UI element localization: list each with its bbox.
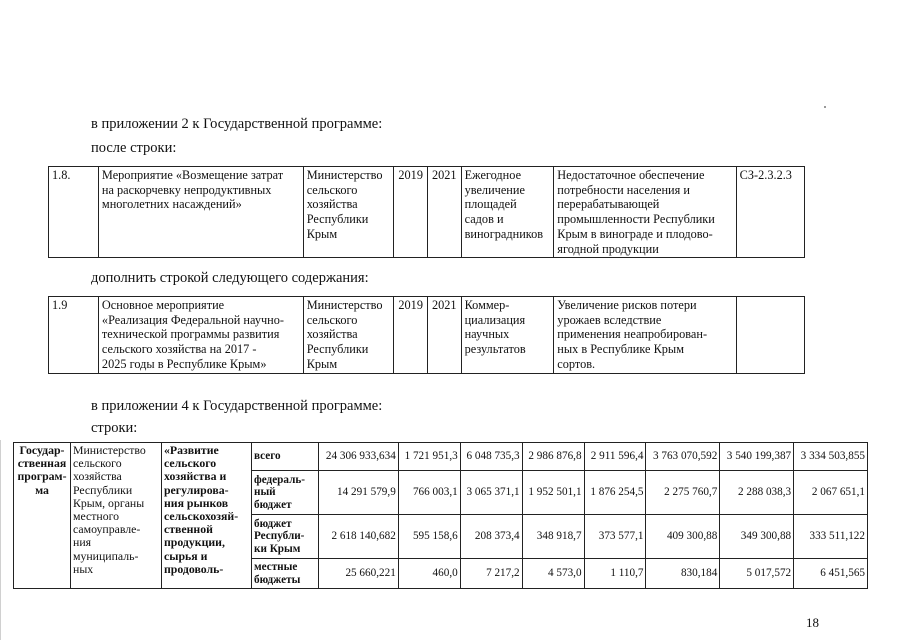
row-label: бюджет Республи- ки Крым (252, 515, 319, 559)
cell-program-status: Государ- ственная програм- ма (14, 443, 71, 589)
value-cell: 409 300,88 (646, 515, 720, 559)
cell-num: 1.8. (49, 167, 99, 258)
intro-appendix-4: в приложении 4 к Государственной программе: (91, 398, 383, 414)
value-cell: 830,184 (646, 559, 720, 589)
cell-event: Основное мероприятие «Реализация Федеральной научно- технической программы развития сельского хозяйства на 2017 - 2025 годы в Республике Крым» (98, 297, 303, 374)
cell-executor: Министерство сельского хозяйства Республики Крым, органы местного самоуправле- ния муниципаль- ных (71, 443, 162, 589)
value-cell: 1 952 501,1 (522, 471, 584, 515)
value-cell: 2 067 651,1 (794, 471, 868, 515)
value-cell: 349 300,88 (720, 515, 794, 559)
cell-year-end: 2021 (427, 297, 461, 374)
row-label: федераль- ный бюджет (252, 471, 319, 515)
cell-risk: Увеличение рисков потери урожаев вследствие применения неапробирован- ных в Республике Крым сортов. (554, 297, 736, 374)
value-cell: 4 573,0 (522, 559, 584, 589)
value-cell: 348 918,7 (522, 515, 584, 559)
table-row (14, 443, 868, 471)
financing-table (13, 442, 868, 589)
scan-speck (824, 106, 826, 108)
value-cell: 14 291 579,9 (319, 471, 399, 515)
cell-year-start: 2019 (394, 297, 428, 374)
value-cell: 2 911 596,4 (584, 443, 646, 471)
table-row-1-8 (48, 166, 805, 258)
cell-risk: Недостаточное обеспечение потребности населения и перерабатывающей промышленности Республики Крым в винограде и плодово- ягодной продукции (554, 167, 736, 258)
rows-label: строки: (91, 420, 138, 436)
value-cell: 7 217,2 (460, 559, 522, 589)
intro-appendix-2: в приложении 2 к Государственной программе: (91, 116, 383, 132)
value-cell: 1 876 254,5 (584, 471, 646, 515)
cell-event: Мероприятие «Возмещение затрат на раскорчевку непродуктивных многолетних насаждений» (98, 167, 303, 258)
value-cell: 595 158,6 (398, 515, 460, 559)
value-cell: 333 511,122 (794, 515, 868, 559)
value-cell: 2 986 876,8 (522, 443, 584, 471)
cell-num: 1.9 (49, 297, 99, 374)
value-cell: 6 451,565 (794, 559, 868, 589)
value-cell: 2 288 038,3 (720, 471, 794, 515)
row-label: всего (252, 443, 319, 471)
cell-program-name: «Развитие сельского хозяйства и регулирова- ния рынков сельскохозяй- ственной продукции, сырья и продоволь- (162, 443, 252, 589)
after-row-label: после строки: (91, 140, 177, 156)
cell-ministry: Министерство сельского хозяйства Республики Крым (303, 297, 394, 374)
cell-code (736, 297, 804, 374)
add-row-label: дополнить строкой следующего содержания: (91, 270, 369, 286)
value-cell: 373 577,1 (584, 515, 646, 559)
value-cell: 3 334 503,855 (794, 443, 868, 471)
cell-ministry: Министерство сельского хозяйства Республики Крым (303, 167, 394, 258)
cell-result: Коммер- циализация научных результатов (461, 297, 554, 374)
value-cell: 5 017,572 (720, 559, 794, 589)
value-cell: 25 660,221 (319, 559, 399, 589)
value-cell: 208 373,4 (460, 515, 522, 559)
value-cell: 1 110,7 (584, 559, 646, 589)
value-cell: 460,0 (398, 559, 460, 589)
value-cell: 1 721 951,3 (398, 443, 460, 471)
value-cell: 766 003,1 (398, 471, 460, 515)
value-cell: 24 306 933,634 (319, 443, 399, 471)
cell-year-end: 2021 (427, 167, 461, 258)
page-number: 18 (806, 615, 819, 630)
cell-year-start: 2019 (394, 167, 428, 258)
value-cell: 3 540 199,387 (720, 443, 794, 471)
row-label: местные бюджеты (252, 559, 319, 589)
value-cell: 6 048 735,3 (460, 443, 522, 471)
value-cell: 2 275 760,7 (646, 471, 720, 515)
value-cell: 2 618 140,682 (319, 515, 399, 559)
value-cell: 3 763 070,592 (646, 443, 720, 471)
table-row-1-9 (48, 296, 805, 374)
scan-edge-line (0, 440, 1, 640)
cell-code: СЗ-2.3.2.3 (736, 167, 804, 258)
value-cell: 3 065 371,1 (460, 471, 522, 515)
cell-result: Ежегодное увеличение площадей садов и виноградников (461, 167, 554, 258)
